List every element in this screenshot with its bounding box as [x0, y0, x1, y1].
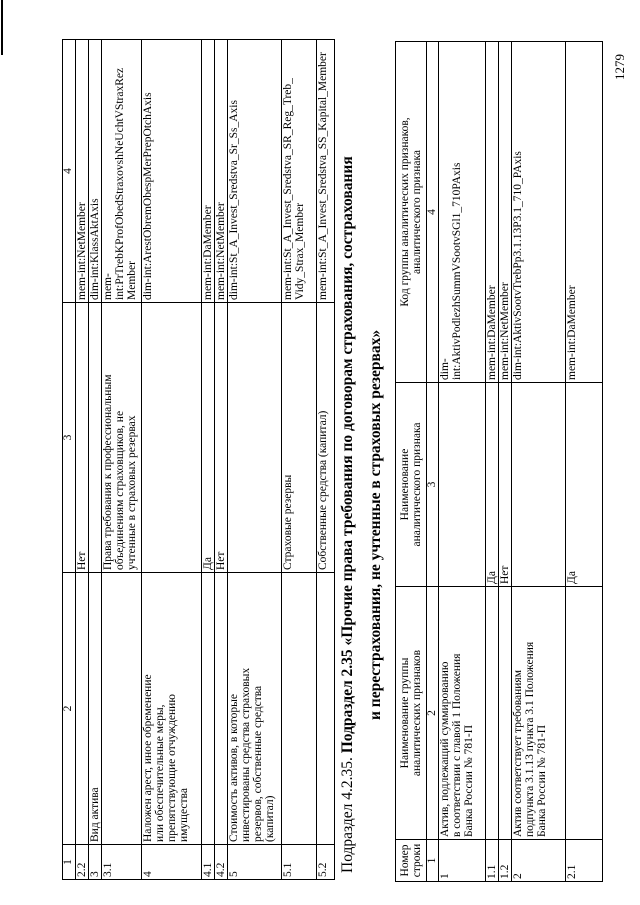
feature-name-cell — [89, 303, 102, 573]
row-number-cell: 4.1 — [202, 845, 215, 880]
row-number-cell: 4.2 — [215, 845, 228, 880]
group-name-cell — [102, 573, 142, 845]
row-number-cell: 1 — [439, 840, 486, 882]
group-name-cell — [282, 573, 317, 845]
group-name-cell — [486, 587, 499, 840]
table-row — [202, 40, 215, 880]
feature-name-cell: Нет — [76, 303, 89, 573]
column-number: 4 — [427, 42, 439, 383]
group-name-cell — [566, 587, 603, 840]
table-row — [102, 40, 142, 880]
table-row — [512, 42, 566, 882]
code-cell: mem-int:DaMember — [566, 42, 603, 383]
group-name-cell: Стоимость активов, в которые инвестированы средства страховых резервов, собственные средства (капитал) — [228, 573, 282, 845]
row-number-cell: 5.1 — [282, 845, 317, 880]
code-cell: mem-int:NetMember — [76, 40, 89, 303]
table-row — [228, 40, 282, 880]
group-name-cell: Наложен арест, иное обременение или обеспечительные меры, препятствующие отчуждению имущества — [142, 573, 202, 845]
analytic-features-table-continued — [62, 39, 335, 880]
table-row — [76, 40, 89, 880]
header-feature-name: Наименование аналитического признака — [396, 383, 427, 587]
code-cell: dim-int:KlassAktAxis — [89, 40, 102, 303]
group-name-cell: Актив, подлежащий суммированию в соответствии с главой 1 Положения Банка России № 781-П — [439, 587, 486, 840]
group-name-cell — [76, 573, 89, 845]
row-number-cell: 2 — [512, 840, 566, 882]
feature-name-cell — [142, 303, 202, 573]
code-cell: dim-int:St_A_Invest_Sredstva_Sr_Ss_Axis — [228, 40, 282, 303]
code-cell: mem-int:DaMember — [202, 40, 215, 303]
feature-name-cell: Права требования к профессиональным объединениям страховщиков, не учтенные в страховых резервах — [102, 303, 142, 573]
table-row — [439, 42, 486, 882]
table-row — [499, 42, 512, 882]
row-number-cell: 5 — [228, 845, 282, 880]
feature-name-cell: Страховые резервы — [282, 303, 317, 573]
feature-name-cell: Да — [202, 303, 215, 573]
group-name-cell — [317, 573, 335, 845]
table-header-row — [396, 42, 427, 882]
column-number: 1 — [63, 845, 76, 880]
code-cell: mem-int:St_A_Invest_Sredstva_SS_Kapital_Member — [317, 40, 335, 303]
row-number-cell: 4 — [142, 845, 202, 880]
column-number: 2 — [63, 573, 76, 845]
table-row — [566, 42, 603, 882]
heading-title-continuation: и перестрахования, не учтенные в страховых резервах» — [367, 329, 384, 720]
scan-margin-line — [1, 0, 3, 55]
table-row — [142, 40, 202, 880]
table-row — [317, 40, 335, 880]
feature-name-cell: Да — [566, 383, 603, 587]
group-name-cell — [215, 573, 228, 845]
column-number-row — [63, 40, 76, 880]
page-number: 1279 — [612, 54, 627, 80]
code-cell: mem- int:PrTrebKProfObedStraxovshNeUchtVStraxRez Member — [102, 40, 142, 303]
row-number-cell: 2.2 — [76, 845, 89, 880]
feature-name-cell: Нет — [215, 303, 228, 573]
code-cell: dim-int:ArestObremObespMerPrepOtchAxis — [142, 40, 202, 303]
row-number-cell: 3 — [89, 845, 102, 880]
row-number-cell: 5.2 — [317, 845, 335, 880]
code-cell: dim-int:AktivSootvTrebPp3.1.13P3.1_710_PAxis — [512, 42, 566, 383]
code-cell: dim- int:AktivPodlezhSummVSootvSGl1_710PAxis — [439, 42, 486, 383]
group-name-cell — [499, 587, 512, 840]
feature-name-cell — [512, 383, 566, 587]
group-name-cell: Актив соответствует требованиям подпункта 3.1.13 пункта 3.1 Положения Банка России № 781-П — [512, 587, 566, 840]
feature-name-cell: Собственные средства (капитал) — [317, 303, 335, 573]
feature-name-cell — [439, 383, 486, 587]
column-number: 2 — [427, 587, 439, 840]
header-code: Код группы аналитических признаков, аналитического признака — [396, 42, 427, 383]
table-row — [215, 40, 228, 880]
column-number: 1 — [427, 840, 439, 882]
header-group-name: Наименование группы аналитических признаков — [396, 587, 427, 840]
column-number: 4 — [63, 40, 76, 303]
section-heading — [339, 156, 357, 873]
column-number: 3 — [427, 383, 439, 587]
table-row — [89, 40, 102, 880]
code-cell: mem-int:NetMember — [499, 42, 512, 383]
feature-name-cell: Нет — [499, 383, 512, 587]
feature-name-cell: Да — [486, 383, 499, 587]
group-name-cell: Вид актива — [89, 573, 102, 845]
heading-prefix: Подраздел 4.2.35. — [339, 757, 356, 873]
code-cell: mem-int:St_A_Invest_Sredstva_SR_Reg_Treb_ Vidy_Strax_Member — [282, 40, 317, 303]
column-number: 3 — [63, 303, 76, 573]
code-cell: mem-int:DaMember — [486, 42, 499, 383]
row-number-cell: 3.1 — [102, 845, 142, 880]
table-row — [486, 42, 499, 882]
row-number-cell: 2.1 — [566, 840, 603, 882]
group-name-cell — [202, 573, 215, 845]
heading-title: Подраздел 2.35 «Прочие права требования по договорам страхования, сострахования — [339, 156, 356, 754]
column-number-row — [427, 42, 439, 882]
code-cell: mem-int:NetMember — [215, 40, 228, 303]
header-row-number: Номер строки — [396, 840, 427, 882]
row-number-cell: 1.1 — [486, 840, 499, 882]
row-number-cell: 1.2 — [499, 840, 512, 882]
table-row — [282, 40, 317, 880]
analytic-features-table — [395, 41, 603, 882]
feature-name-cell — [228, 303, 282, 573]
